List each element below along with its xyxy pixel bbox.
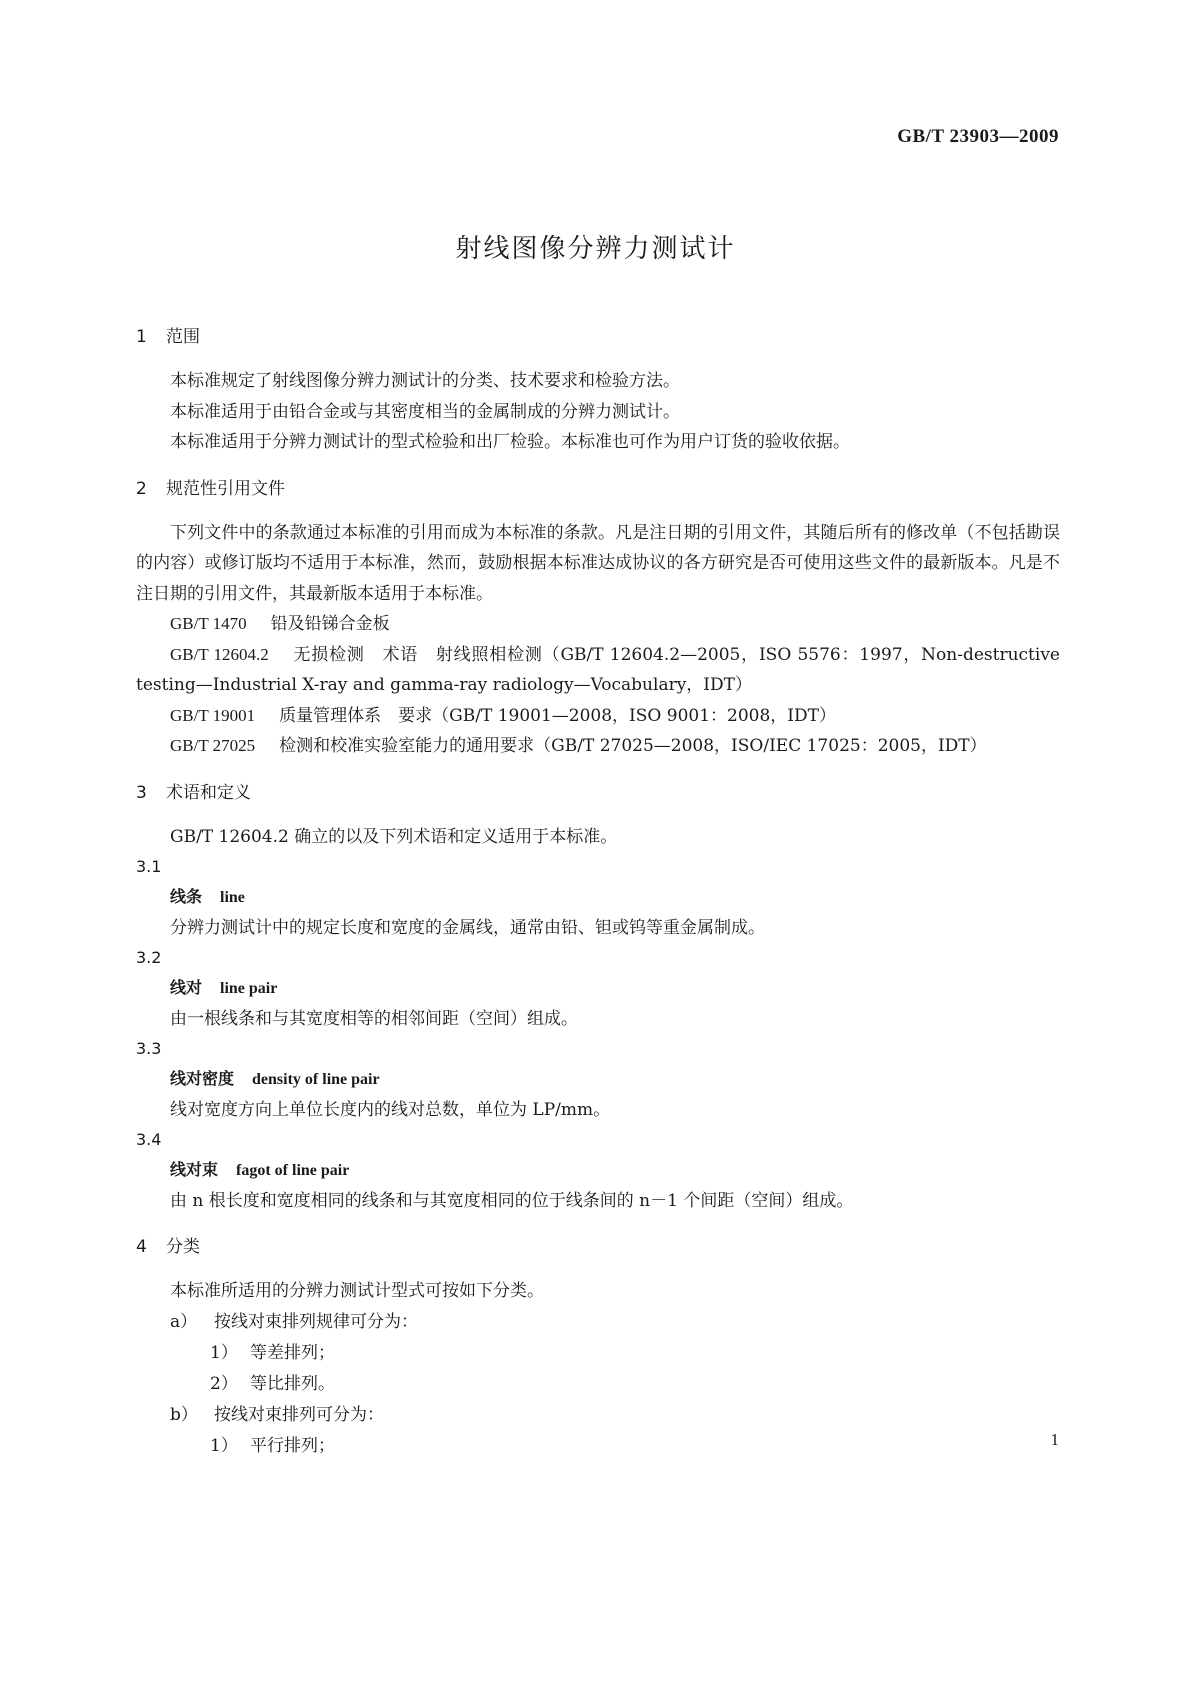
paragraph: GB/T 12604.2 确立的以及下列术语和定义适用于本标准。 <box>170 826 618 847</box>
page-number: 1 <box>1050 1430 1059 1449</box>
term-name <box>136 1155 1060 1186</box>
term-zh: 线对束 <box>170 1160 219 1179</box>
term-en: fagot of line pair <box>236 1162 350 1179</box>
term-definition: 由一根线条和与其宽度相等的相邻间距（空间）组成。 <box>170 1009 578 1029</box>
section-title: 术语和定义 <box>166 782 251 803</box>
term-definition: 由 n 根长度和宽度相同的线条和与其宽度相同的位于线条间的 n－1 个间距（空间）组成。 <box>170 1191 854 1211</box>
reference-code: GB/T 19001 <box>170 705 256 725</box>
term-number: 3.1 <box>136 857 162 876</box>
paragraph: 下列文件中的条款通过本标准的引用而成为本标准的条款。凡是注日期的引用文件，其随后所有的修改单（不包括勘误的内容）或修订版均不适用于本标准，然而，鼓励根据本标准达成协议的各方研究是否可使用这些文件的最新版本。凡是不注日期的引用文件，其最新版本适用于本标准。 <box>136 522 1060 604</box>
term-zh: 线对密度 <box>170 1069 235 1088</box>
list-marker: 1） <box>210 1435 238 1456</box>
section-title: 规范性引用文件 <box>166 478 285 499</box>
term-en: density of line pair <box>252 1071 380 1088</box>
reference-item <box>136 609 1060 640</box>
list-item <box>136 1307 1060 1338</box>
section-heading-terms <box>136 778 1060 808</box>
list-marker: 2） <box>210 1373 238 1394</box>
section-heading-scope <box>136 322 1060 352</box>
term-number: 3.3 <box>136 1039 162 1058</box>
section-number: 4 <box>136 1237 147 1257</box>
term-definition: 分辨力测试计中的规定长度和宽度的金属线，通常由铅、钽或钨等重金属制成。 <box>170 918 765 938</box>
reference-item <box>136 640 1060 701</box>
standard-code: GB/T 23903—2009 <box>897 126 1059 147</box>
term-zh: 线条 <box>170 887 203 906</box>
reference-text: 铅及铅锑合金板 <box>270 614 390 634</box>
list-text: 等差排列； <box>250 1342 335 1363</box>
section-number: 3 <box>136 782 147 803</box>
sub-list-item <box>136 1431 1060 1462</box>
document-body <box>136 322 1060 1462</box>
term-name <box>136 1064 1060 1095</box>
reference-text: 检测和校准实验室能力的通用要求（GB/T 27025—2008，ISO/IEC 17025：2005，IDT） <box>279 736 987 756</box>
sub-list-item <box>136 1338 1060 1369</box>
paragraph: 本标准所适用的分辨力测试计型式可按如下分类。 <box>170 1281 544 1301</box>
reference-item <box>136 731 1060 762</box>
paragraph: 本标准规定了射线图像分辨力测试计的分类、技术要求和检验方法。 <box>170 371 680 391</box>
sub-list-item <box>136 1369 1060 1400</box>
reference-code: GB/T 1470 <box>170 614 247 633</box>
term-number: 3.4 <box>136 1130 162 1149</box>
paragraph: 本标准适用于由铅合金或与其密度相当的金属制成的分辨力测试计。 <box>170 401 680 422</box>
list-text: 按线对束排列可分为： <box>214 1404 384 1425</box>
list-marker: b） <box>170 1404 198 1425</box>
term-en: line pair <box>220 980 278 997</box>
term-zh: 线对 <box>170 978 203 997</box>
term-name <box>136 882 1060 913</box>
paragraph: 本标准适用于分辨力测试计的型式检验和出厂检验。本标准也可作为用户订货的验收依据。 <box>170 432 850 452</box>
list-marker: 1） <box>210 1342 238 1363</box>
section-number: 2 <box>136 478 147 499</box>
list-text: 按线对束排列规律可分为： <box>214 1311 418 1332</box>
term-en: line <box>220 889 245 906</box>
section-number: 1 <box>136 327 147 347</box>
term-number: 3.2 <box>136 948 162 967</box>
reference-code: GB/T 12604.2 <box>170 644 269 664</box>
reference-text: 质量管理体系 要求（GB/T 19001—2008，ISO 9001：2008，IDT） <box>279 705 836 726</box>
section-title: 分类 <box>166 1237 200 1257</box>
term-definition: 线对宽度方向上单位长度内的线对总数，单位为 LP/mm。 <box>170 1100 611 1120</box>
term-name <box>136 973 1060 1004</box>
reference-item <box>136 701 1060 732</box>
reference-code: GB/T 27025 <box>170 736 256 755</box>
section-heading-normative-references <box>136 474 1060 504</box>
list-text: 平行排列； <box>250 1435 335 1456</box>
list-marker: a） <box>170 1311 198 1332</box>
list-item <box>136 1400 1060 1431</box>
reference-text: 无损检测 术语 射线照相检测（GB/T 12604.2—2005，ISO 5576：1997，Non-destructive testing—Industrial X-ray and gamma-ray radiology—Vocabulary，IDT） <box>136 644 1060 695</box>
list-text: 等比排列。 <box>250 1373 335 1394</box>
section-heading-classification <box>136 1232 1060 1262</box>
section-title: 范围 <box>166 327 200 347</box>
document-title: 射线图像分辨力测试计 <box>455 234 736 264</box>
